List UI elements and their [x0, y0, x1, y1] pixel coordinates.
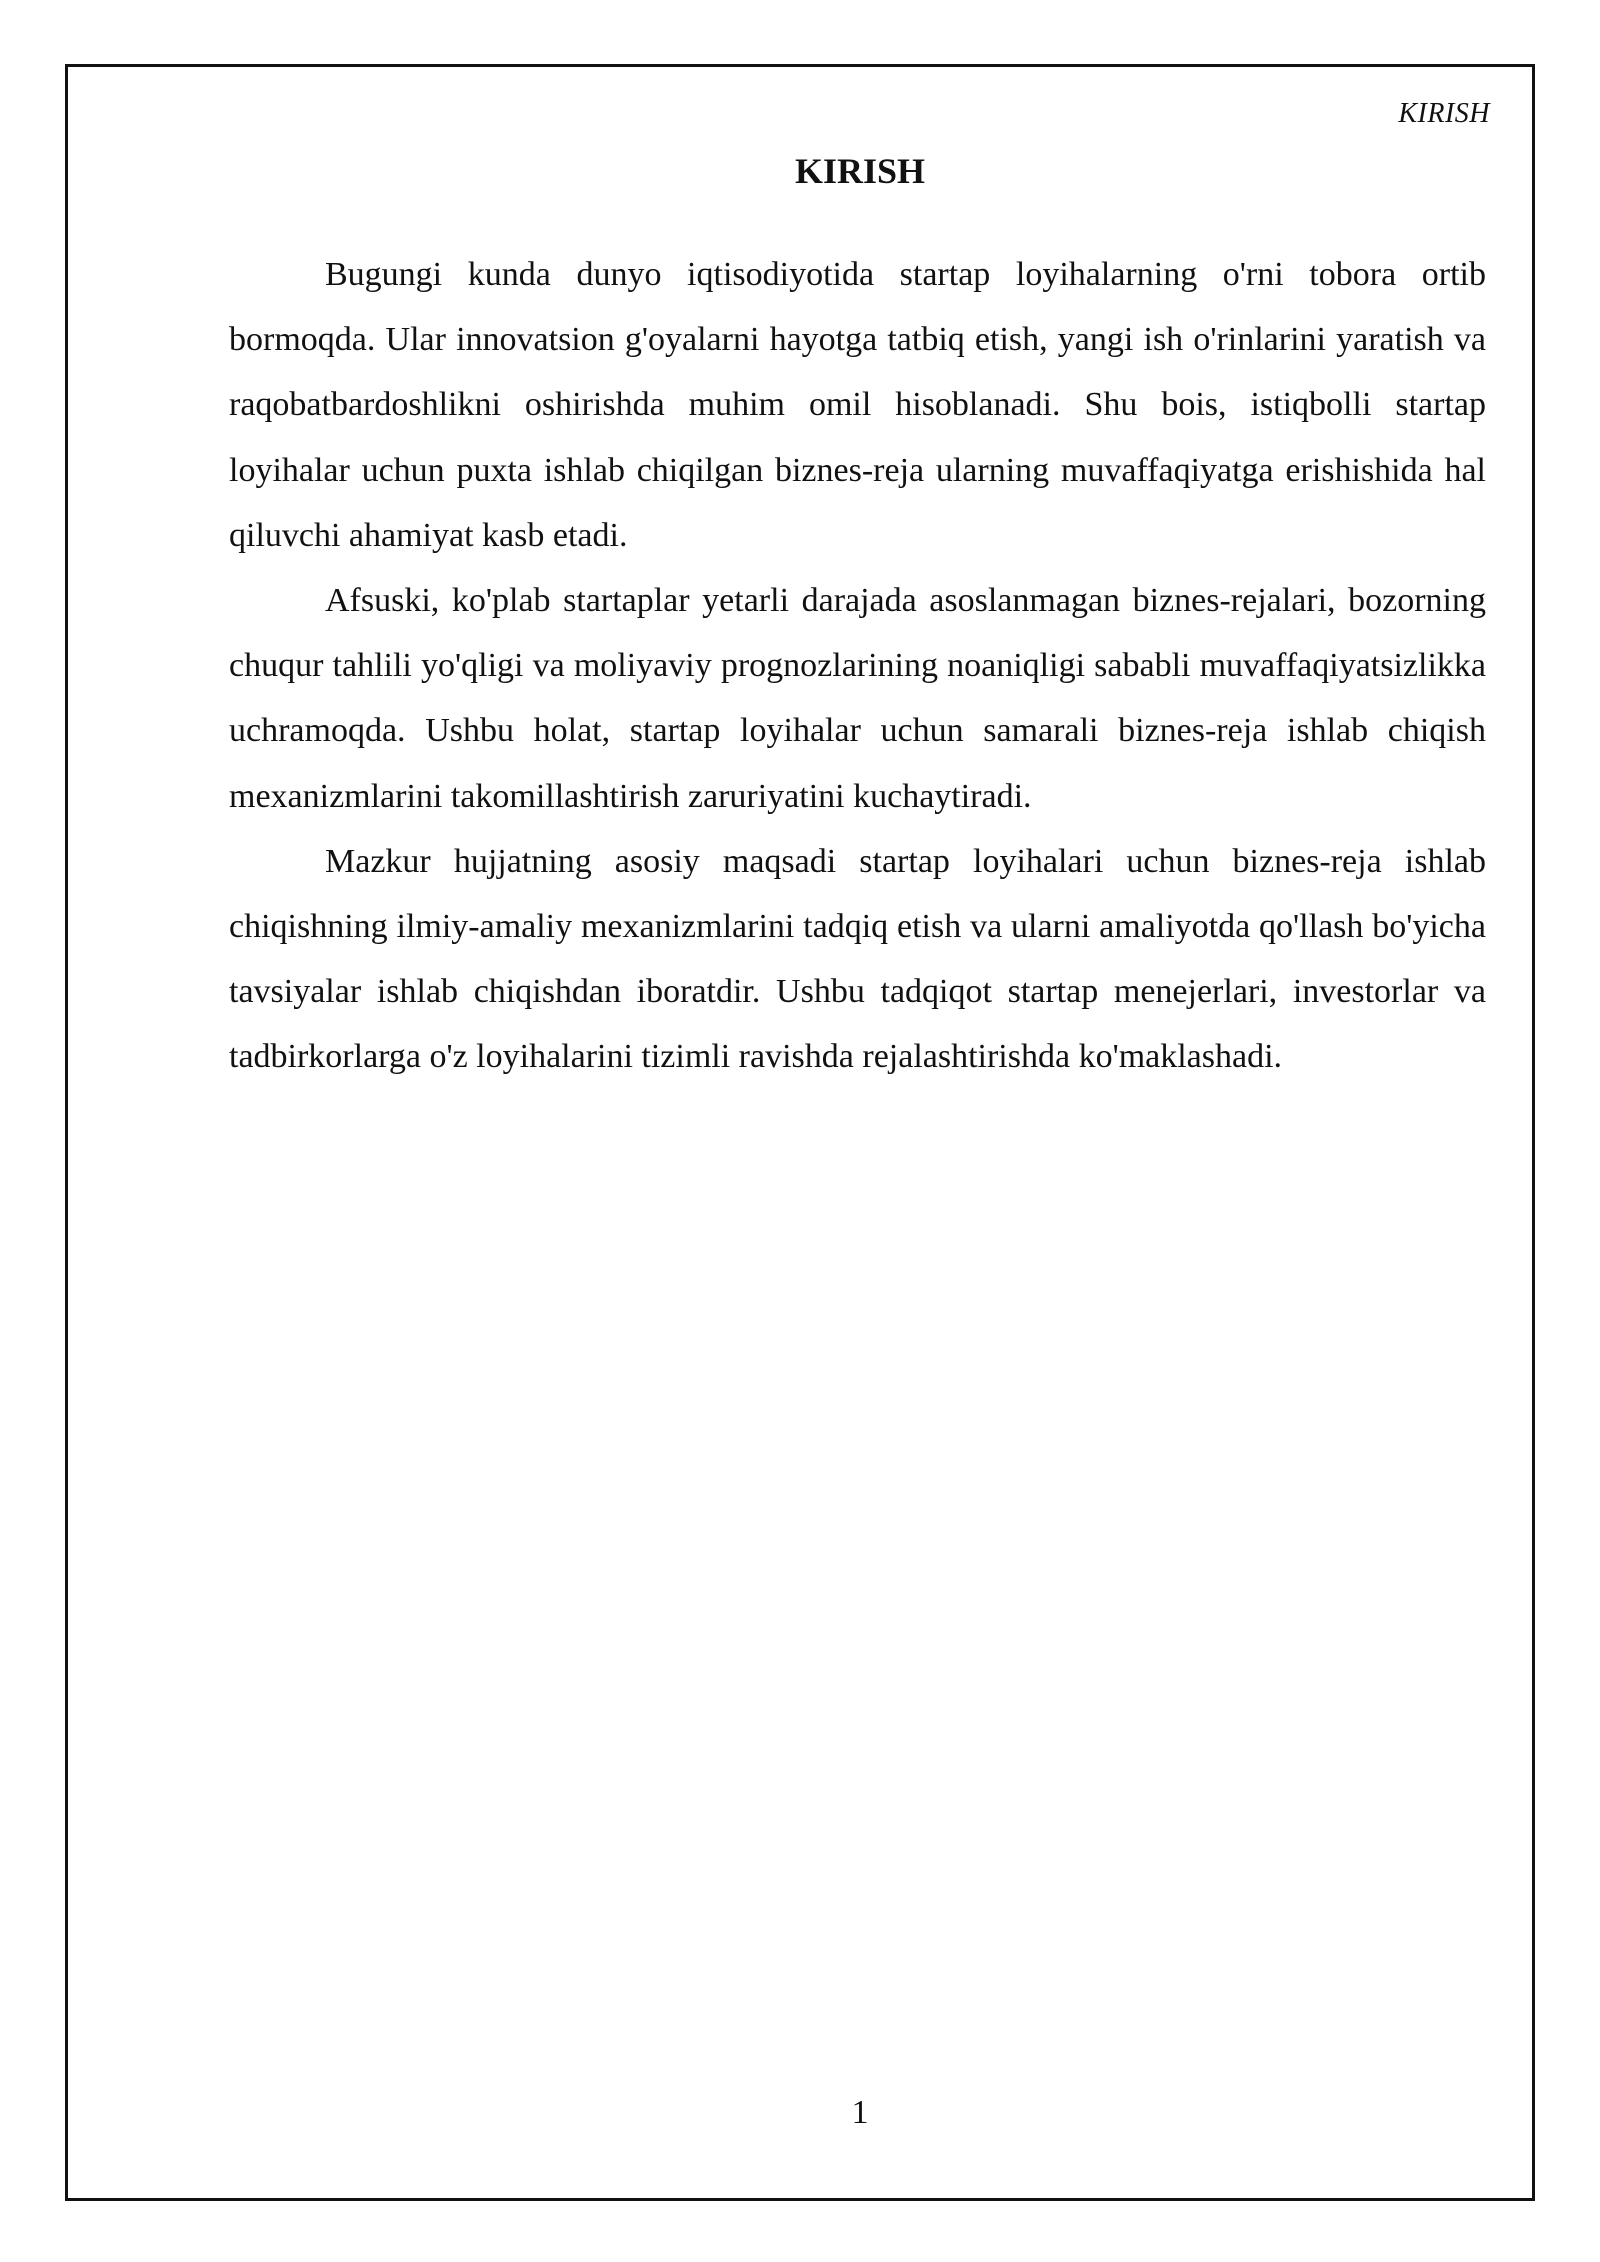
page-title: KIRISH	[794, 151, 926, 191]
body-text	[229, 242, 1486, 1090]
paragraph-3: Mazkur hujjatning asosiy maqsadi startap loyihalari uchun biznes-reja ishlab chiqishning ilmiy-amaliy mexanizmlarini tadqiq etish va ularni amaliyotda qo'llash bo'yicha tavsiyalar ishlab chiqishdan iboratdir. Ushbu tadqiqot startap menejerlari, investorlar va tadbirkorlarga o'z loyihalarini tizimli ravishda rejalashtirishda ko'maklashadi.	[229, 842, 1486, 1076]
paragraph-2: Afsuski, ko'plab startaplar yetarli darajada asoslanmagan biznes-rejalari, bozorning chuqur tahlili yo'qligi va moliyaviy prognozlarining noaniqligi sababli muvaffaqiyatsizlikka uchramoqda. Ushbu holat, startap loyihalar uchun samarali biznes-reja ishlab chiqish mexanizmlarini takomillashtirish zaruriyatini kuchaytiradi.	[229, 582, 1486, 815]
page-number: 1	[851, 2094, 869, 2131]
paragraph-1: Bugungi kunda dunyo iqtisodiyotida startap loyihalarning o'rni tobora ortib bormoqda. Ular innovatsion g'oyalarni hayotga tatbiq etish, yangi ish o'rinlarini yaratish va raqobatbardoshlikni oshirishda muhim omil hisoblanadi. Shu bois, istiqbolli startap loyihalar uchun puxta ishlab chiqilgan biznes-reja ularning muvaffaqiyatga erishishida hal qiluvchi ahamiyat kasb etadi.	[229, 256, 1486, 554]
running-header: KIRISH	[1398, 98, 1490, 129]
